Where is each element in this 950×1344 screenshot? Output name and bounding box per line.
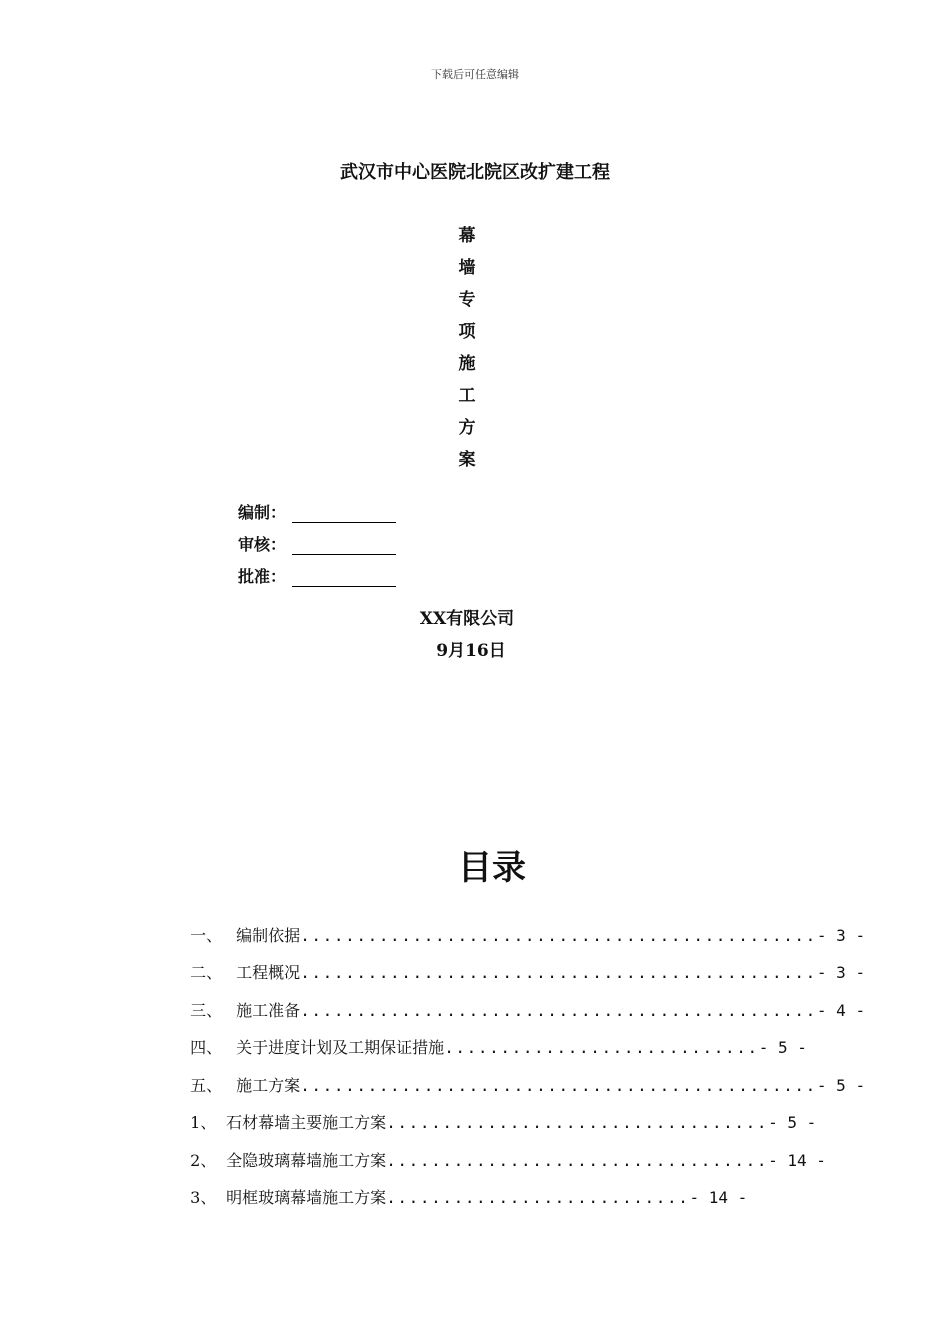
signature-line xyxy=(292,538,396,555)
toc-entry-number: 一、 xyxy=(190,926,223,945)
toc-entry-leader: .............................................. xyxy=(300,963,817,982)
document-date: 9月16日 xyxy=(436,641,506,661)
toc-entry-page: - 5 - xyxy=(758,1038,807,1057)
signature-line xyxy=(292,506,396,523)
toc-entry-number: 1、 xyxy=(190,1113,217,1132)
company-name: XX有限公司 xyxy=(419,609,515,629)
doc-title-char: 墙 xyxy=(458,258,476,278)
toc-entry-page: - 4 - xyxy=(816,1001,866,1020)
toc-entry-page: - 14 - xyxy=(768,1151,826,1170)
doc-title-char: 专 xyxy=(458,290,476,310)
toc-entry-page: - 3 - xyxy=(816,963,866,982)
toc-entry-page: - 5 - xyxy=(816,1076,866,1095)
toc-entry-text: 石材幕墙主要施工方案 xyxy=(226,1113,387,1132)
toc-entry-leader: ........................... xyxy=(386,1188,690,1207)
doc-title-char: 幕 xyxy=(458,226,476,246)
toc-entry-leader: ............................ xyxy=(444,1038,759,1057)
toc-entry-leader: .................................. xyxy=(386,1113,769,1132)
toc-entry-number: 三、 xyxy=(190,1001,223,1020)
toc-entry-text: 施工准备 xyxy=(236,1001,301,1020)
toc-entry[interactable] xyxy=(180,1165,748,1207)
toc-entry-text: 全隐玻璃幕墙施工方案 xyxy=(226,1151,387,1170)
toc-entry-text: 编制依据 xyxy=(236,926,301,945)
toc-entry-number: 五、 xyxy=(190,1076,223,1095)
toc-entry[interactable] xyxy=(180,903,866,945)
toc-entry-leader: .............................................. xyxy=(300,926,817,945)
toc-entry-page: - 3 - xyxy=(816,926,866,945)
toc-entry-leader: .............................................. xyxy=(300,1001,817,1020)
toc-entry-text: 明框玻璃幕墙施工方案 xyxy=(226,1188,387,1207)
toc-entry-number: 3、 xyxy=(190,1188,217,1207)
toc-entry[interactable] xyxy=(180,1090,817,1132)
signature-row-approver xyxy=(238,564,396,587)
toc-entry-number: 二、 xyxy=(190,963,223,982)
signature-label: 审核： xyxy=(238,535,287,554)
toc-entry[interactable] xyxy=(180,1053,866,1095)
signature-line xyxy=(292,570,396,587)
toc-entry-leader: .............................................. xyxy=(300,1076,817,1095)
header-note: 下载后可任意编辑 xyxy=(431,68,519,81)
toc-entry-text: 施工方案 xyxy=(236,1076,301,1095)
signature-label: 批准： xyxy=(238,567,287,586)
toc-entry-page: - 5 - xyxy=(768,1113,817,1132)
toc-entry[interactable] xyxy=(180,1128,826,1170)
toc-entry[interactable] xyxy=(180,940,866,982)
signature-label: 编制： xyxy=(238,503,287,522)
signature-row-compiler xyxy=(238,500,396,523)
doc-title-char: 施 xyxy=(458,354,476,374)
toc-entry-number: 2、 xyxy=(190,1151,217,1170)
signature-row-reviewer xyxy=(238,532,396,555)
doc-title-char: 案 xyxy=(458,450,476,470)
toc-entry-text: 工程概况 xyxy=(236,963,301,982)
project-title: 武汉市中心医院北院区改扩建工程 xyxy=(340,162,610,183)
doc-title-char: 项 xyxy=(458,322,476,342)
toc-entry[interactable] xyxy=(180,1015,807,1057)
toc-title: 目录 xyxy=(458,848,526,888)
toc-entry-number: 四、 xyxy=(190,1038,223,1057)
toc-entry-text: 关于进度计划及工期保证措施 xyxy=(236,1038,445,1057)
toc-entry-page: - 14 - xyxy=(689,1188,748,1207)
toc-entry[interactable] xyxy=(180,978,866,1020)
doc-title-char: 方 xyxy=(458,418,476,438)
doc-title-char: 工 xyxy=(458,386,476,406)
toc-entry-leader: .................................. xyxy=(386,1151,769,1170)
